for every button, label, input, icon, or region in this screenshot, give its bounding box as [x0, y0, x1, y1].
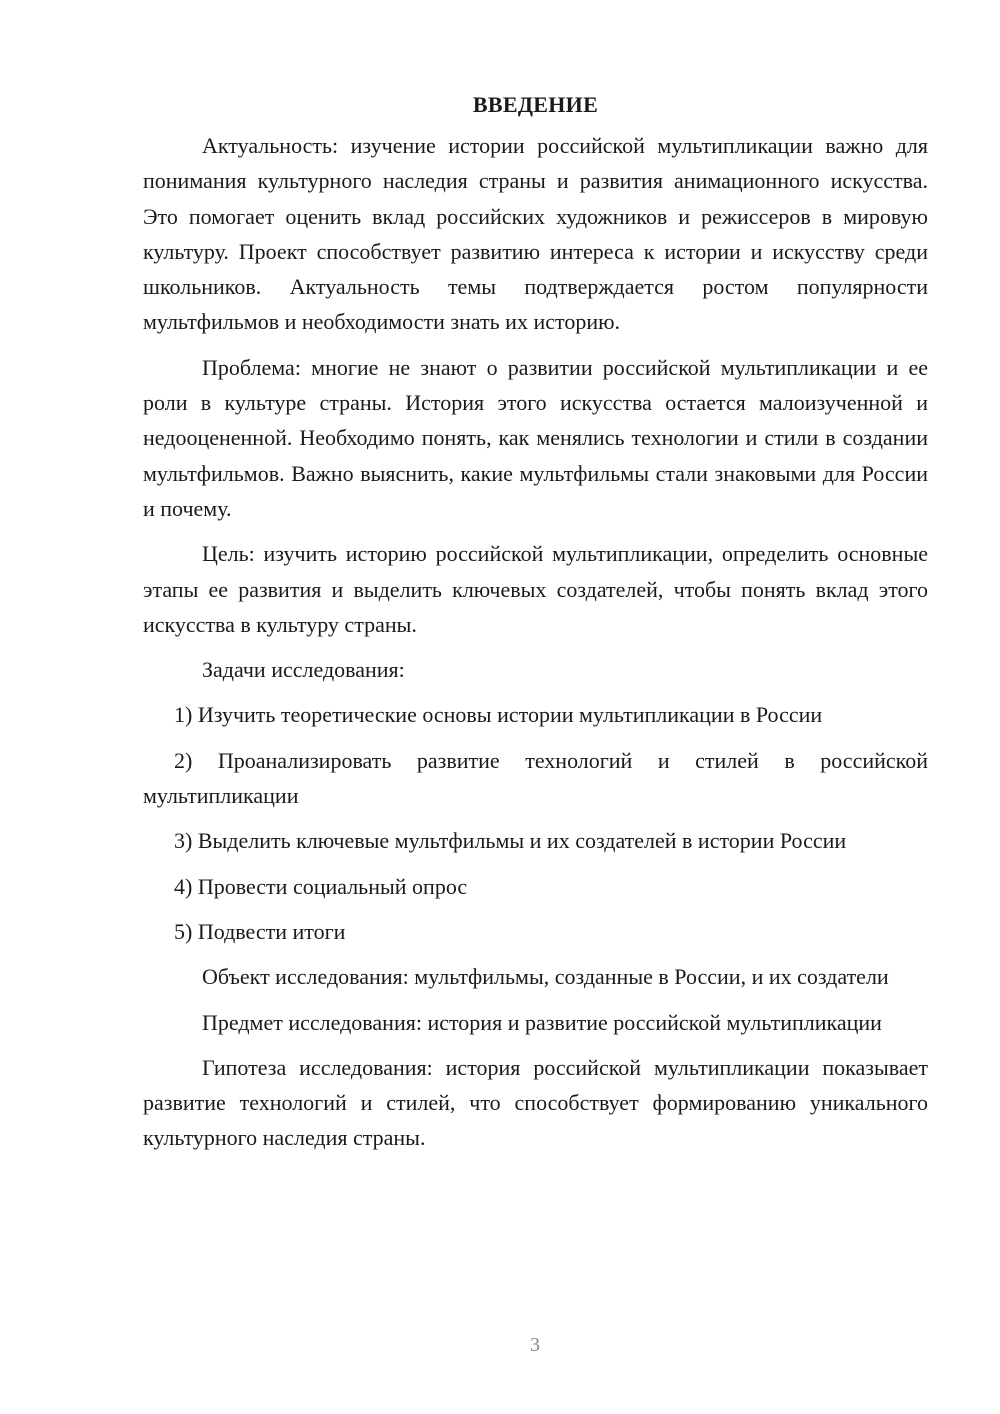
task-item-2: 2) Проанализировать развитие технологий и стилей в российской мультипликации	[143, 747, 928, 809]
page-title: ВВЕДЕНИЕ	[472, 92, 599, 117]
paragraph-problem: Проблема: многие не знают о развитии российской мультипликации и ее роли в культуре страны. История этого искусства остается малоизученной и недооцененной. Необходимо понять, как менялись технологии и стили в создании мультфильмов. Важно выяснить, какие мультфильмы стали знаковыми для России и почему.	[143, 354, 928, 521]
paragraph-relevance: Актуальность: изучение истории российской мультипликации важно для понимания культурного наследия страны и развития анимационного искусства. Это помогает оценить вклад российских художников и режиссеров в мировую культуру. Проект способствует развитию интереса к истории и искусству среди школьников. Актуальность темы подтверждается ростом популярности мультфильмов и необходимости знать их историю.	[143, 133, 928, 335]
task-item-4: 4) Провести социальный опрос	[174, 873, 468, 899]
paragraph-subject: Предмет исследования: история и развитие российской мультипликации	[202, 1009, 882, 1035]
task-item-3: 3) Выделить ключевые мультфильмы и их создателей в истории России	[174, 828, 847, 854]
tasks-heading: Задачи исследования:	[202, 657, 405, 683]
page-number: 3	[530, 1334, 540, 1356]
paragraph-object: Объект исследования: мультфильмы, созданные в России, и их создатели	[202, 964, 889, 990]
task-item-5: 5) Подвести итоги	[174, 918, 346, 944]
task-item-1: 1) Изучить теоретические основы истории мультипликации в России	[174, 702, 823, 728]
paragraph-goal: Цель: изучить историю российской мультипликации, определить основные этапы ее развития и выделить ключевых создателей, чтобы понять вклад этого искусства в культуру страны.	[143, 541, 928, 637]
paragraph-hypothesis: Гипотеза исследования: история российской мультипликации показывает развитие технологий и стилей, что способствует формированию уникального культурного наследия страны.	[143, 1054, 928, 1151]
document-page	[143, 92, 928, 1166]
